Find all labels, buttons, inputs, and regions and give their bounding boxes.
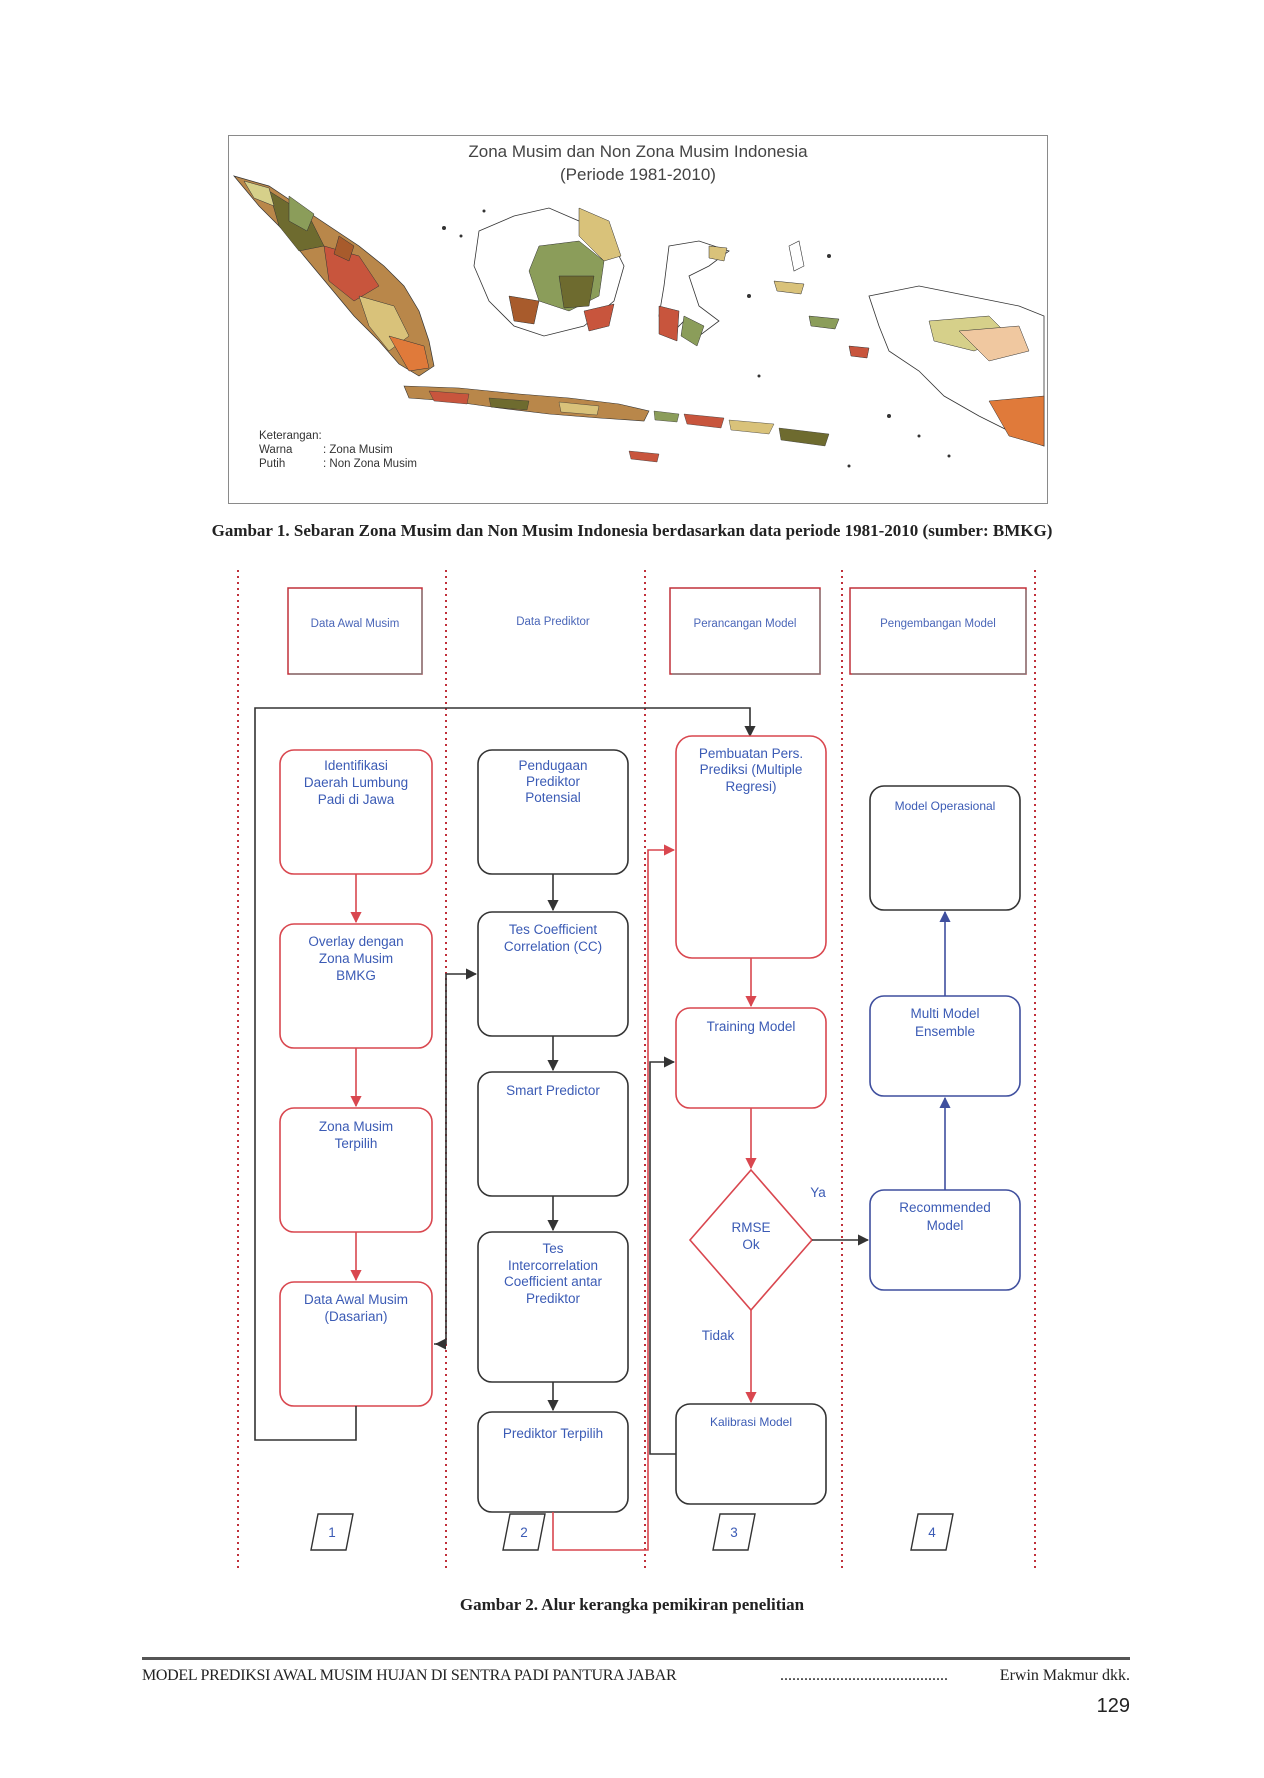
- footer-running-title: MODEL PREDIKSI AWAL MUSIM HUJAN DI SENTRA PADI PANTURA JABAR: [142, 1667, 677, 1684]
- c1-b1-l2: Daerah Lumbung: [303, 775, 409, 790]
- footer-leader-dots: ..........................................: [780, 1667, 948, 1684]
- c2-b1-l1: Pendugaan: [518, 758, 588, 773]
- column-header-2: Data Prediktor: [516, 616, 590, 628]
- column-header-1: Data Awal Musim: [310, 618, 400, 630]
- c3-b1-l1: Pembuatan Pers.: [698, 746, 804, 761]
- legend-heading: Keterangan:: [259, 430, 322, 442]
- map-legend: [259, 429, 417, 471]
- figure1-caption: Gambar 1. Sebaran Zona Musim dan Non Musim Indonesia berdasarkan data periode 1981-2010 (sumber: BMKG): [211, 521, 1053, 540]
- map-title-line2: (Periode 1981-2010): [560, 165, 716, 184]
- column-number-1: 1: [328, 1525, 336, 1540]
- footer-authors: Erwin Makmur dkk.: [999, 1667, 1130, 1684]
- c4-b2-l1: Multi Model: [910, 1006, 980, 1021]
- c3-b4-l1: Kalibrasi Model: [709, 1415, 793, 1429]
- c2-b5-l1: Prediktor Terpilih: [502, 1426, 604, 1441]
- c2-b4-l3: Coefficient antar: [503, 1274, 603, 1289]
- c1-b4-l2: (Dasarian): [324, 1309, 388, 1324]
- c4-b3-l2: Model: [926, 1218, 964, 1233]
- column-header-4: Pengembangan Model: [880, 618, 996, 630]
- c2-b4-l1: Tes: [542, 1241, 564, 1256]
- c1-b4-l1: Data Awal Musim: [303, 1292, 409, 1307]
- c3-b2-l1: Training Model: [706, 1019, 796, 1034]
- c3-b1-l2: Prediksi (Multiple: [699, 762, 803, 777]
- footer-rule: [142, 1657, 1130, 1660]
- header-box-1: [288, 588, 422, 674]
- c2-b2-l2: Correlation (CC): [503, 939, 603, 954]
- c2-b4-l2: Intercorrelation: [507, 1258, 599, 1273]
- flowchart-figure: [0, 560, 1264, 1580]
- map-title-line1: Zona Musim dan Non Zona Musim Indonesia: [468, 142, 808, 161]
- c4-b2-l2: Ensemble: [914, 1024, 976, 1039]
- c1-b2-l3: BMKG: [336, 968, 376, 983]
- c1-b1-l1: Identifikasi: [324, 758, 388, 773]
- c2-b4-l4: Prediktor: [525, 1291, 581, 1306]
- legend-value: : Non Zona Musim: [323, 458, 417, 470]
- column-number-4: 4: [928, 1525, 936, 1540]
- c4-b1-l1: Model Operasional: [894, 799, 996, 813]
- c2-b3-l1: Smart Predictor: [506, 1083, 600, 1098]
- c2-b1-l3: Potensial: [525, 790, 581, 805]
- c1-b2-l2: Zona Musim: [318, 951, 394, 966]
- c3-diamond-l1: RMSE: [731, 1220, 771, 1235]
- legend-value: : Zona Musim: [323, 444, 393, 456]
- column-number-2: 2: [520, 1525, 528, 1540]
- flowchart-svg: [0, 560, 1264, 1580]
- column-header-3: Perancangan Model: [693, 618, 797, 630]
- c2-b1-l2: Prediktor: [525, 774, 581, 789]
- c1-b1-l3: Padi di Jawa: [317, 792, 395, 807]
- page-number: 129: [1096, 1695, 1130, 1717]
- figure2-caption: Gambar 2. Alur kerangka pemikiran penelitian: [459, 1595, 805, 1614]
- c3-b1-l3: Regresi): [725, 779, 777, 794]
- legend-row: [259, 457, 417, 471]
- decision-no-label: Tidak: [701, 1328, 735, 1343]
- legend-key: Putih: [259, 458, 286, 470]
- decision-yes-label: Ya: [810, 1185, 826, 1200]
- c4-b3-l1: Recommended: [899, 1200, 991, 1215]
- c1-b3-l2: Terpilih: [334, 1136, 378, 1151]
- legend-key: Warna: [259, 444, 293, 456]
- c1-b2-l1: Overlay dengan: [308, 934, 404, 949]
- legend-row: [259, 443, 417, 457]
- c2-b2-l1: Tes Coefficient: [508, 922, 598, 937]
- c1-b3-l1: Zona Musim: [318, 1119, 394, 1134]
- map-figure: [228, 135, 1048, 504]
- column-numbers: [328, 1525, 936, 1540]
- header-box-4: [850, 588, 1026, 674]
- c3-diamond-l2: Ok: [742, 1237, 760, 1252]
- column-number-3: 3: [730, 1525, 738, 1540]
- header-box-3: [670, 588, 820, 674]
